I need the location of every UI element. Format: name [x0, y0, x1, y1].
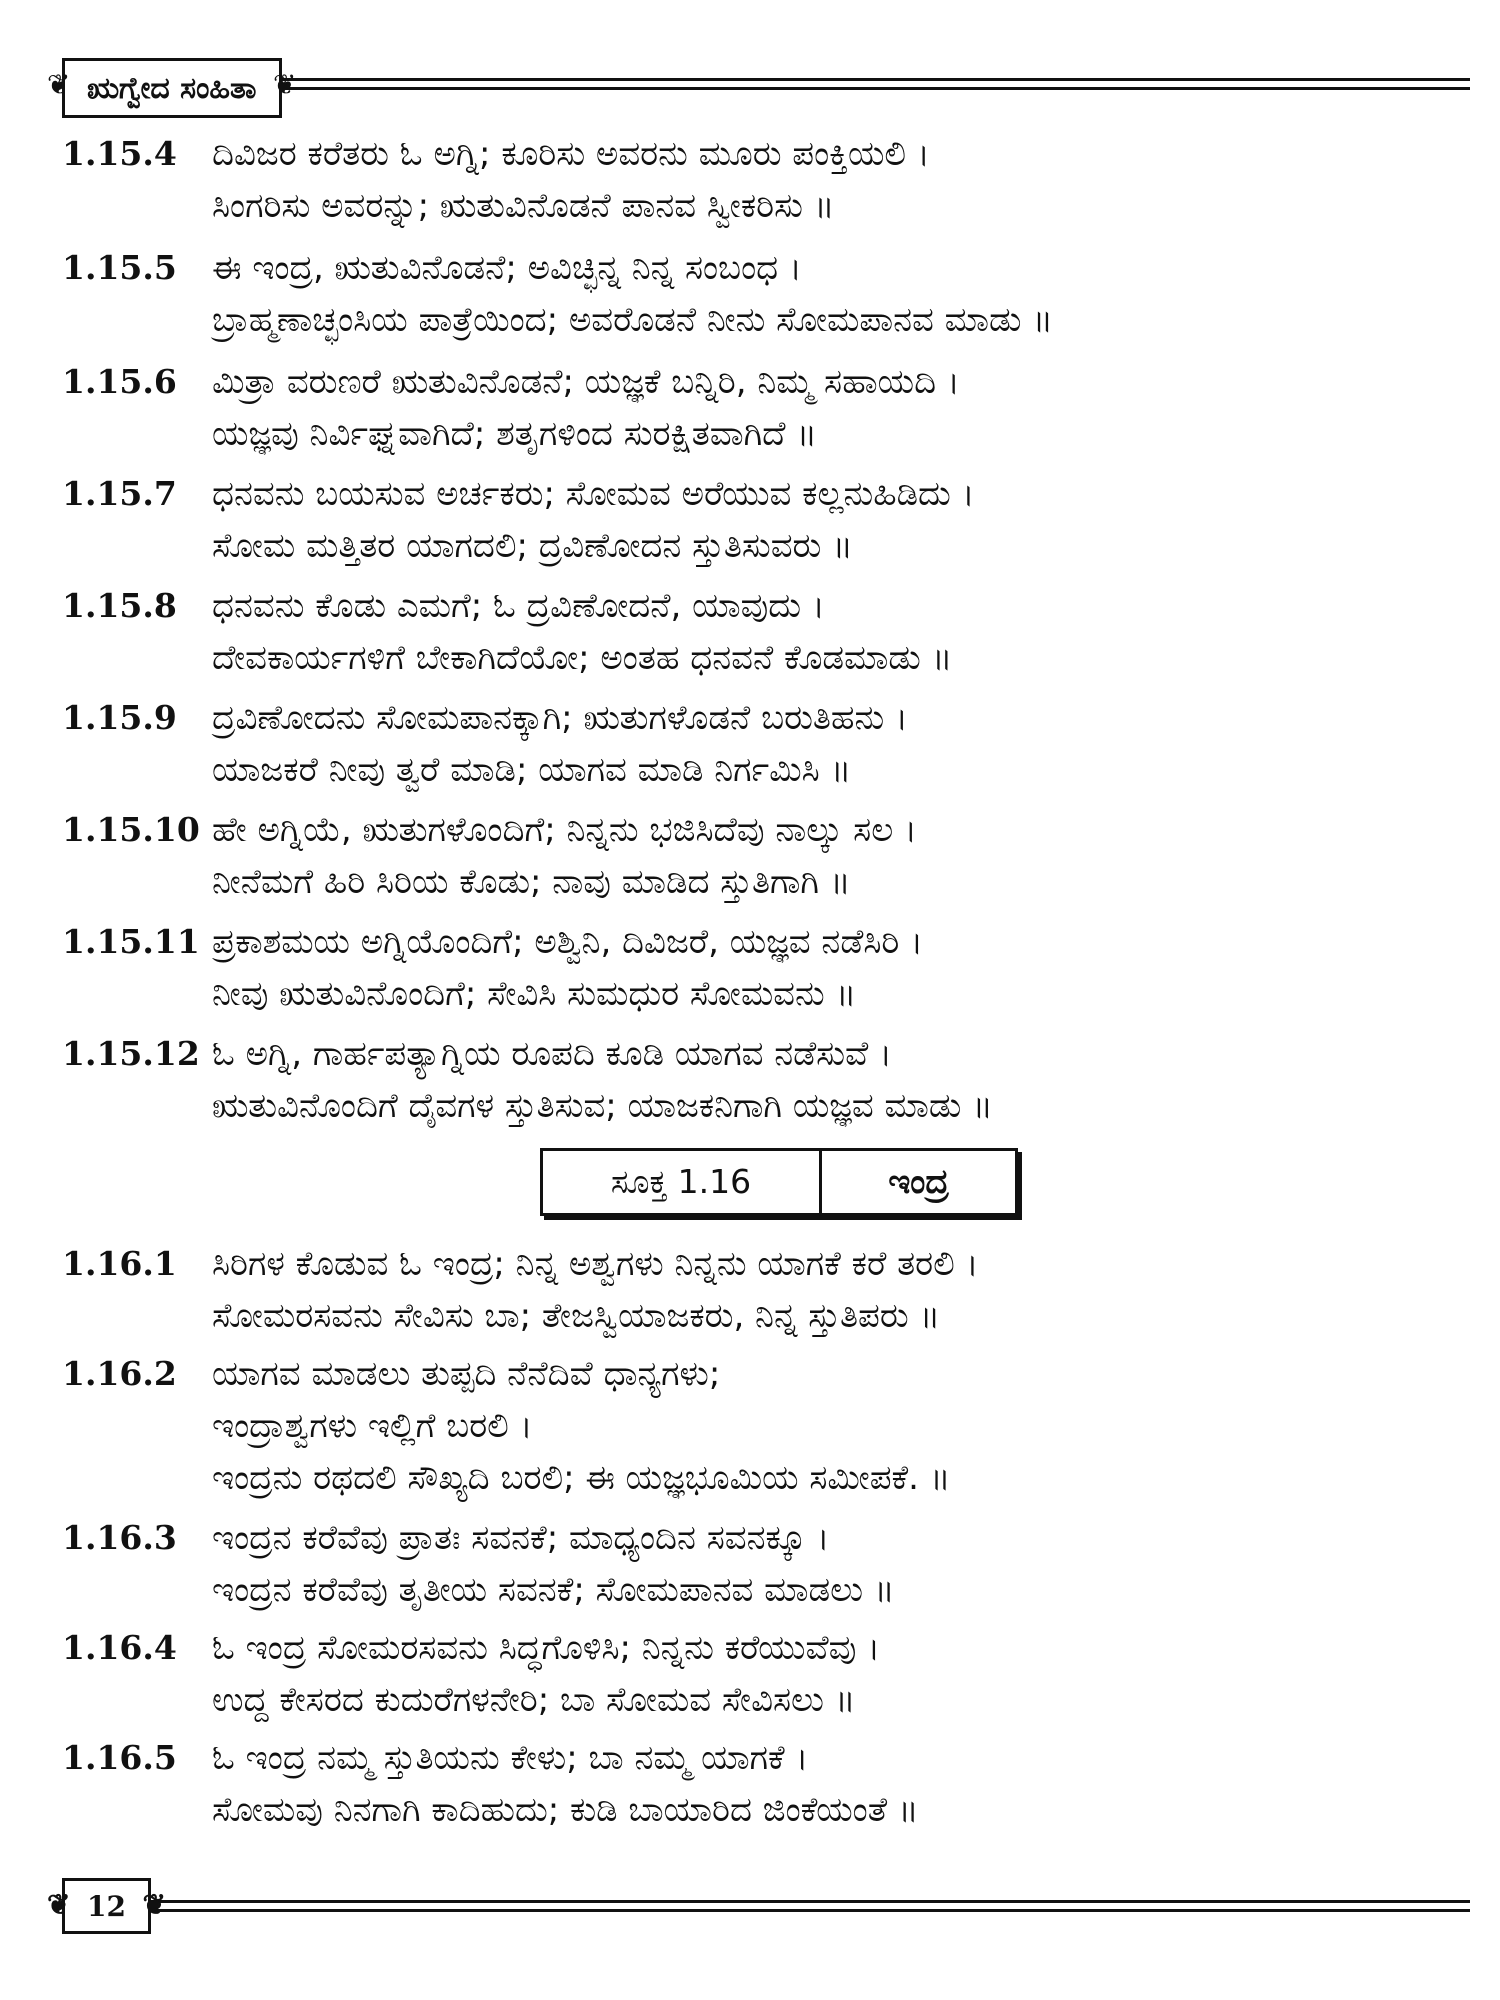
- verse-number: 1.16.2: [62, 1354, 177, 1393]
- verse-1-15-8: [62, 580, 1482, 684]
- page-footer: [47, 1878, 1470, 1938]
- verse-line: ಓ ಇಂದ್ರ ಸೋಮರಸವನು ಸಿದ್ಧಗೊಳಿಸಿ; ನಿನ್ನನು ಕರೆಯುವೆವು ।: [212, 1628, 881, 1668]
- ornament-right-icon: ❦: [273, 68, 297, 101]
- verse-line: ನೀವು ಋತುವಿನೊಂದಿಗೆ; ಸೇವಿಸಿ ಸುಮಧುರ ಸೋಮವನು ॥: [212, 974, 857, 1014]
- footer-rule: [62, 1900, 1470, 1912]
- verse-line: ದೇವಕಾರ್ಯಗಳಿಗೆ ಬೇಕಾಗಿದೆಯೋ; ಅಂತಹ ಧನವನೆ ಕೊಡಮಾಡು ॥: [212, 638, 953, 678]
- verse-number: 1.15.5: [62, 248, 177, 287]
- verse-line: ಇಂದ್ರನ ಕರೆವೆವು ಪ್ರಾತಃ ಸವನಕೆ; ಮಾಧ್ಯಂದಿನ ಸವನಕ್ಕೂ ।: [212, 1518, 830, 1558]
- ornament-right-icon: ❦: [142, 1888, 166, 1921]
- verse-number: 1.15.11: [62, 922, 200, 961]
- verse-number: 1.15.10: [62, 810, 200, 849]
- verse-line: ಸೋಮರಸವನು ಸೇವಿಸು ಬಾ; ತೇಜಸ್ವಿಯಾಜಕರು, ನಿನ್ನ ಸ್ತುತಿಪರು ॥: [212, 1296, 941, 1336]
- verse-1-15-5: [62, 242, 1482, 346]
- verse-line: ಓ ಅಗ್ನಿ, ಗಾರ್ಹಪತ್ಯಾಗ್ನಿಯ ರೂಪದಿ ಕೂಡಿ ಯಾಗವ ನಡೆಸುವೆ ।: [212, 1034, 892, 1074]
- verse-1-16-1: [62, 1238, 1482, 1342]
- verse-line: ದ್ರವಿಣೋದನು ಸೋಮಪಾನಕ್ಕಾಗಿ; ಋತುಗಳೊಡನೆ ಬರುತಿಹನು ।: [212, 698, 908, 738]
- verse-line: ಯಜ್ಞವು ನಿರ್ವಿಘ್ನವಾಗಿದೆ; ಶತೃಗಳಿಂದ ಸುರಕ್ಷಿತವಾಗಿದೆ ॥: [212, 414, 818, 454]
- verse-line: ಈ ಇಂದ್ರ, ಋತುವಿನೊಡನೆ; ಅವಿಚ್ಛಿನ್ನ ನಿನ್ನ ಸಂಬಂಧ ।: [212, 248, 802, 288]
- page-number: 12: [87, 1889, 126, 1923]
- footer-plaque: [47, 1878, 166, 1934]
- verse-line: ದಿವಿಜರ ಕರೆತರು ಓ ಅಗ್ನಿ; ಕೂರಿಸು ಅವರನು ಮೂರು ಪಂಕ್ತಿಯಲಿ ।: [212, 134, 930, 174]
- ornament-left-icon: ❦: [47, 68, 71, 101]
- verse-1-16-5: [62, 1732, 1482, 1836]
- verse-number: 1.16.4: [62, 1628, 177, 1667]
- verse-number: 1.15.7: [62, 474, 177, 513]
- verse-line: ಹೇ ಅಗ್ನಿಯೆ, ಋತುಗಳೊಂದಿಗೆ; ನಿನ್ನನು ಭಜಿಸಿದೆವು ನಾಲ್ಕು ಸಲ ।: [212, 810, 917, 850]
- verse-line: ಬ್ರಾಹ್ಮಣಾಚ್ಛಂಸಿಯ ಪಾತ್ರೆಯಿಂದ; ಅವರೊಡನೆ ನೀನು ಸೋಮಪಾನವ ಮಾಡು ॥: [212, 300, 1054, 340]
- verse-line: ಓ ಇಂದ್ರ ನಮ್ಮ ಸ್ತುತಿಯನು ಕೇಳು; ಬಾ ನಮ್ಮ ಯಾಗಕೆ ।: [212, 1738, 809, 1778]
- verse-line: ಸೋಮವು ನಿನಗಾಗಿ ಕಾದಿಹುದು; ಕುಡಿ ಬಾಯಾರಿದ ಜಿಂಕೆಯಂತೆ ॥: [212, 1790, 919, 1830]
- book-title: ಋಗ್ವೇದ ಸಂಹಿತಾ: [87, 70, 257, 106]
- verse-line: ಉದ್ದ ಕೇಸರದ ಕುದುರೆಗಳನೇರಿ; ಬಾ ಸೋಮವ ಸೇವಿಸಲು ॥: [212, 1680, 856, 1720]
- sukta-deity: ಇಂದ್ರ: [888, 1162, 949, 1202]
- verse-line: ಋತುವಿನೊಂದಿಗೆ ದೈವಗಳ ಸ್ತುತಿಸುವ; ಯಾಜಕನಿಗಾಗಿ ಯಜ್ಞವ ಮಾಡು ॥: [212, 1086, 993, 1126]
- verse-number: 1.15.6: [62, 362, 177, 401]
- page-header: [47, 58, 1470, 116]
- verse-1-15-11: [62, 916, 1482, 1020]
- verse-1-15-10: [62, 804, 1482, 908]
- verse-line: ಧನವನು ಕೊಡು ಎಮಗೆ; ಓ ದ್ರವಿಣೋದನೆ, ಯಾವುದು ।: [212, 586, 825, 626]
- verse-line: ಇಂದ್ರನು ರಥದಲಿ ಸೌಖ್ಯದಿ ಬರಲಿ; ಈ ಯಜ್ಞಭೂಮಿಯ ಸಮೀಪಕೆ. ॥: [212, 1458, 951, 1498]
- verse-1-16-4: [62, 1622, 1482, 1726]
- verse-number: 1.16.5: [62, 1738, 177, 1777]
- verse-number: 1.15.9: [62, 698, 177, 737]
- verse-number: 1.15.4: [62, 134, 177, 173]
- verse-line: ಸಿಂಗರಿಸು ಅವರನ್ನು; ಋತುವಿನೊಡನೆ ಪಾನವ ಸ್ವೀಕರಿಸು ॥: [212, 186, 835, 226]
- verse-line: ಯಾಗವ ಮಾಡಲು ತುಪ್ಪದಿ ನೆನೆದಿವೆ ಧಾನ್ಯಗಳು;: [212, 1354, 721, 1394]
- verse-number: 1.16.1: [62, 1244, 177, 1283]
- verse-1-16-2: [62, 1348, 1482, 1504]
- verse-number: 1.15.12: [62, 1034, 200, 1073]
- header-plaque: [47, 58, 297, 118]
- sukta-heading: [540, 1148, 1018, 1216]
- verse-line: ಸೋಮ ಮತ್ತಿತರ ಯಾಗದಲಿ; ದ್ರವಿಣೋದನ ಸ್ತುತಿಸುವರು ॥: [212, 526, 853, 566]
- verse-1-15-4: [62, 128, 1482, 232]
- verse-1-15-12: [62, 1028, 1482, 1132]
- verse-line: ಯಾಜಕರೆ ನೀವು ತ್ವರೆ ಮಾಡಿ; ಯಾಗವ ಮಾಡಿ ನಿರ್ಗಮಿಸಿ ॥: [212, 750, 852, 790]
- verse-1-15-7: [62, 468, 1482, 572]
- verse-1-15-6: [62, 356, 1482, 460]
- verse-number: 1.16.3: [62, 1518, 177, 1557]
- verse-line: ನೀನೆಮಗೆ ಹಿರಿ ಸಿರಿಯ ಕೊಡು; ನಾವು ಮಾಡಿದ ಸ್ತುತಿಗಾಗಿ ॥: [212, 862, 851, 902]
- verse-line: ಪ್ರಕಾಶಮಯ ಅಗ್ನಿಯೊಂದಿಗೆ; ಅಶ್ವಿನಿ, ದಿವಿಜರೆ, ಯಜ್ಞವ ನಡೆಸಿರಿ ।: [212, 922, 924, 962]
- verse-line: ಇಂದ್ರನ ಕರೆವೆವು ತೃತೀಯ ಸವನಕೆ; ಸೋಮಪಾನವ ಮಾಡಲು ॥: [212, 1570, 895, 1610]
- verse-number: 1.15.8: [62, 586, 177, 625]
- verse-line: ಮಿತ್ರಾ ವರುಣರೆ ಋತುವಿನೊಡನೆ; ಯಜ್ಞಕೆ ಬನ್ನಿರಿ, ನಿಮ್ಮ ಸಹಾಯದಿ ।: [212, 362, 960, 402]
- verse-1-16-3: [62, 1512, 1482, 1616]
- verse-line: ಇಂದ್ರಾಶ್ವಗಳು ಇಲ್ಲಿಗೆ ಬರಲಿ ।: [212, 1406, 533, 1446]
- verse-line: ಸಿರಿಗಳ ಕೊಡುವ ಓ ಇಂದ್ರ; ನಿನ್ನ ಅಶ್ವಗಳು ನಿನ್ನನು ಯಾಗಕೆ ಕರೆ ತರಲಿ ।: [212, 1244, 979, 1284]
- ornament-left-icon: ❦: [47, 1888, 71, 1921]
- sukta-label: ಸೂಕ್ತ 1.16: [543, 1151, 822, 1213]
- verse-line: ಧನವನು ಬಯಸುವ ಅರ್ಚಕರು; ಸೋಮವ ಅರೆಯುವ ಕಲ್ಲನುಹಿಡಿದು ।: [212, 474, 975, 514]
- verse-1-15-9: [62, 692, 1482, 796]
